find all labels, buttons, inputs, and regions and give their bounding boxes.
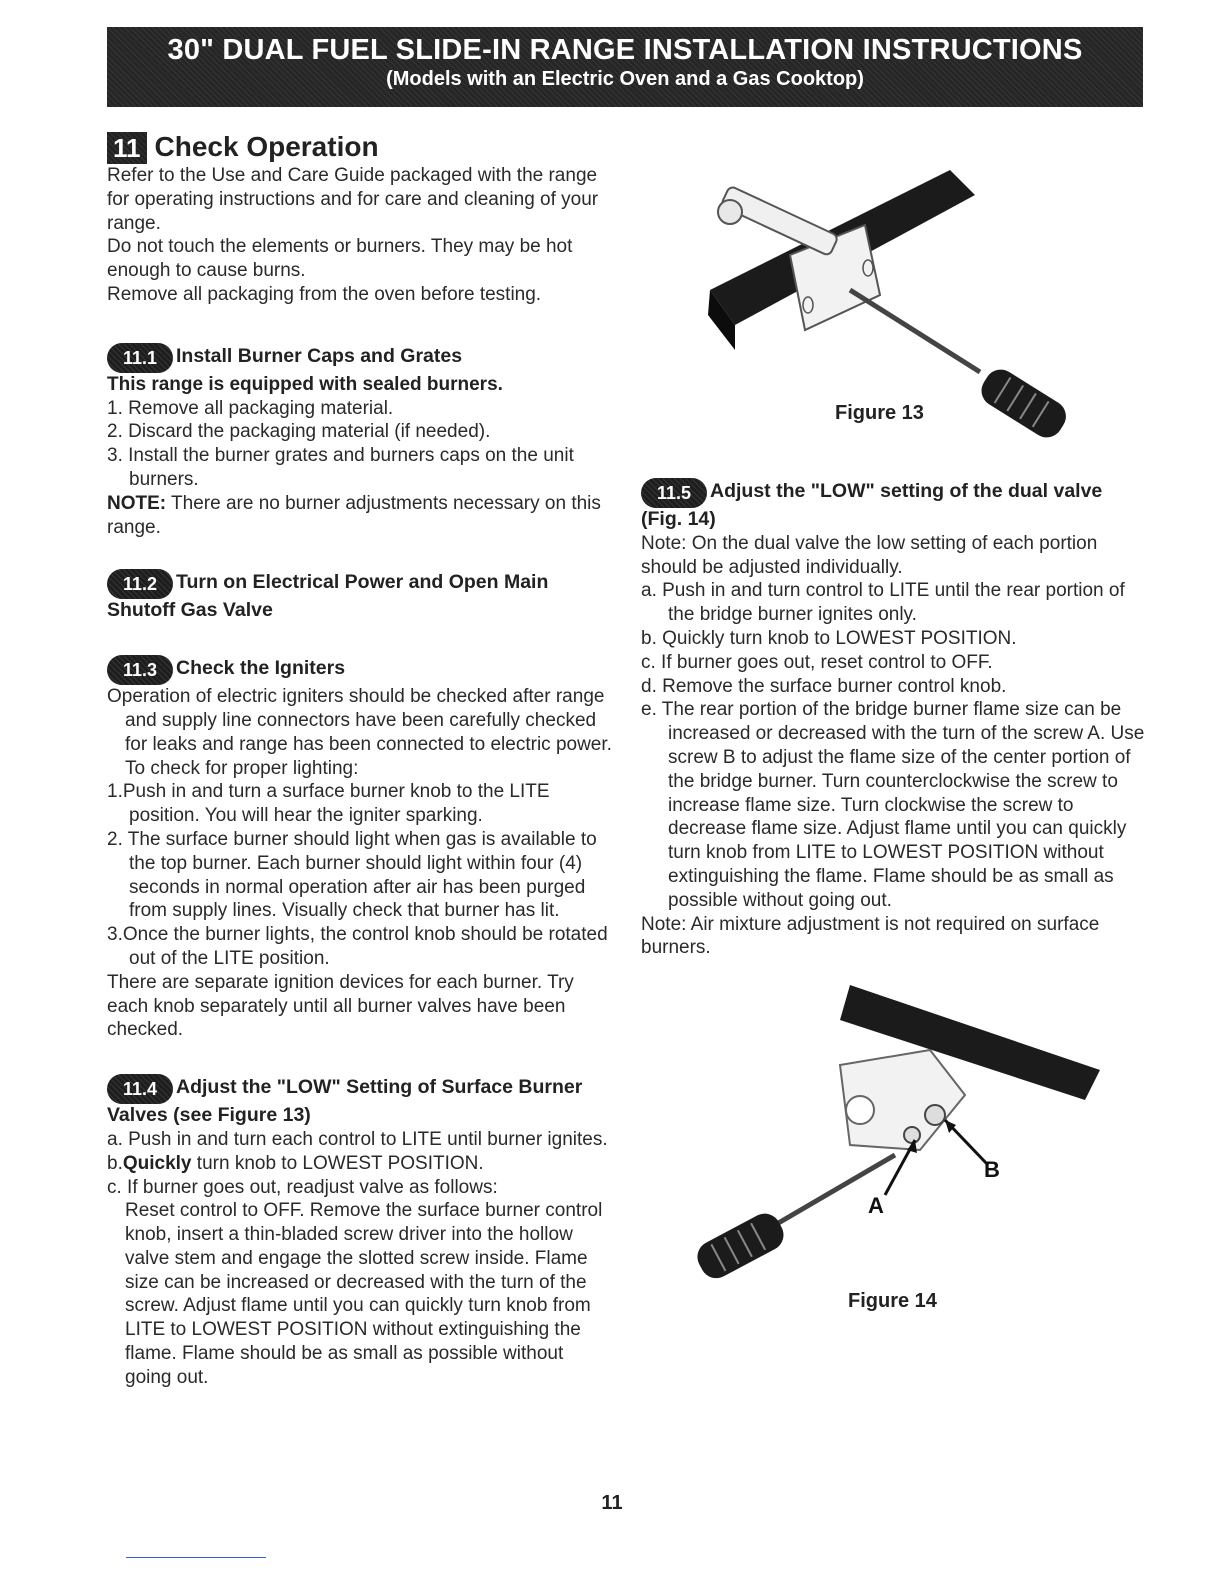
subsection-11-5 [641,478,1146,960]
paragraph: Operation of electric igniters should be checked after range and supply line connectors have been carefully checked for leaks and range has been connected to electric power. To check for proper lighting: [107,686,612,779]
paragraph: There are separate ignition devices for each burner. Try each knob separately until all burner valves have been checked. [107,971,574,1041]
note: Note: Air mixture adjustment is not required on surface burners. [641,913,1100,959]
subsection-11-3 [107,655,612,1042]
document-title: 30" DUAL FUEL SLIDE-IN RANGE INSTALLATION INSTRUCTIONS [167,34,1083,66]
subsection-heading [641,478,1146,532]
list-text: turn knob to LOWEST POSITION. [191,1152,484,1174]
header-banner [107,27,1143,107]
subsection-11-1 [107,343,612,540]
screwdriver-shaft [850,290,980,372]
subsection-heading [107,655,612,685]
list-item: a. Push in and turn each control to LITE until burner ignites. [107,1128,608,1150]
section-heading [107,128,612,164]
list-item: 1. Remove all packaging material. [107,397,394,419]
screw-b [925,1105,945,1125]
list-item: c. If burner goes out, readjust valve as follows: [107,1176,498,1198]
list-item: c. If burner goes out, reset control to OFF. [641,651,993,673]
subsection-title: Adjust the "LOW" Setting of Surface Burner Valves (see Figure 13) [107,1076,583,1127]
list-item: b. Quickly turn knob to LOWEST POSITION. [641,627,1017,649]
screw-a [904,1127,920,1143]
screwdriver-handle [975,364,1071,444]
subsection-heading [107,343,612,373]
list-item: 3. Install the burner grates and burners caps on the unit burners. [107,445,574,490]
note: Note: On the dual valve the low setting of each portion should be adjusted individually. [641,532,1098,578]
label-b: B [984,1157,1000,1182]
label-a: A [868,1193,884,1218]
right-column [641,478,1146,960]
subsection-title: Install Burner Caps and Grates [176,344,463,367]
section-title: Check Operation [154,131,379,162]
subsection-lead: This range is equipped with sealed burners. [107,373,503,395]
left-column [107,128,612,1390]
intro-paragraph: Do not touch the elements or burners. They may be hot enough to cause burns. [107,236,573,282]
list-item: 1.Push in and turn a surface burner knob to the LITE position. You will hear the igniter sparking. [107,781,550,827]
intro-paragraph: Remove all packaging from the oven before testing. [107,283,542,305]
subsection-heading [107,1074,612,1128]
list-item [107,1152,612,1176]
list-item: d. Remove the surface burner control knob. [641,675,1007,697]
list-marker: b. [107,1152,123,1174]
subsection-title: Turn on Electrical Power and Open Main Shutoff Gas Valve [107,571,549,622]
figure-14-illustration [690,975,1110,1305]
step-badge: 11.3 [107,655,173,685]
document-subtitle: (Models with an Electric Oven and a Gas Cooktop) [386,68,864,90]
note-label: NOTE: [107,492,167,514]
note-text: There are no burner adjustments necessary on this range. [107,492,601,538]
figure-13-caption: Figure 13 [835,402,924,424]
step-badge: 11.1 [107,343,173,373]
subsection-title: Adjust the "LOW" setting of the dual valve (Fig. 14) [641,480,1103,530]
step-badge: 11.2 [107,569,173,599]
emphasis: Quickly [122,1152,192,1174]
note [107,492,612,540]
list-item: e. The rear portion of the bridge burner flame size can be increased or decreased with the turn of the screw A. Use screw B to adjust the flame size of the center portion of the bridge burner. Turn counterclockwise the screw to increase flame size. Turn clockwise the screw to decrease flame size. Adjust flame until you can quickly turn knob from LITE to LOWEST POSITION without extinguishing the flame. Flame should be as small as possible without going out. [641,699,1145,911]
step-badge: 11.4 [107,1074,173,1104]
subsection-heading [107,569,612,623]
section-number: 11 [107,132,147,164]
list-item: 3.Once the burner lights, the control knob should be rotated out of the LITE position. [107,924,608,969]
subsection-11-2 [107,569,612,623]
page-number: 11 [601,1492,623,1514]
step-badge: 11.5 [641,478,707,508]
intro-paragraph: Refer to the Use and Care Guide packaged with the range for operating instructions and for care and cleaning of your range. [107,165,599,234]
subsection-11-4 [107,1074,612,1390]
list-item: 2. The surface burner should light when gas is available to the top burner. Each burner should light within four (4) seconds in normal operation after air has been purged from supply lines. Visually check that burner has lit. [107,828,597,922]
list-item: 2. Discard the packaging material (if needed). [107,421,491,443]
screwdriver-handle [692,1208,789,1284]
footer-divider [126,1557,266,1558]
figure-14-caption: Figure 14 [848,1290,937,1312]
list-item: a. Push in and turn control to LITE until the rear portion of the bridge burner ignites only. [641,580,1125,626]
subsection-title: Check the Igniters [176,657,346,680]
list-detail: Reset control to OFF. Remove the surface burner control knob, insert a thin-bladed screw driver into the hollow valve stem and engage the slotted screw inside. Flame size can be increased or decreased with the turn of the screw. Adjust flame until you can quickly turn knob from LITE to LOWEST POSITION without extinguishing the flame. Flame should be as small as possible without going out. [125,1200,603,1388]
